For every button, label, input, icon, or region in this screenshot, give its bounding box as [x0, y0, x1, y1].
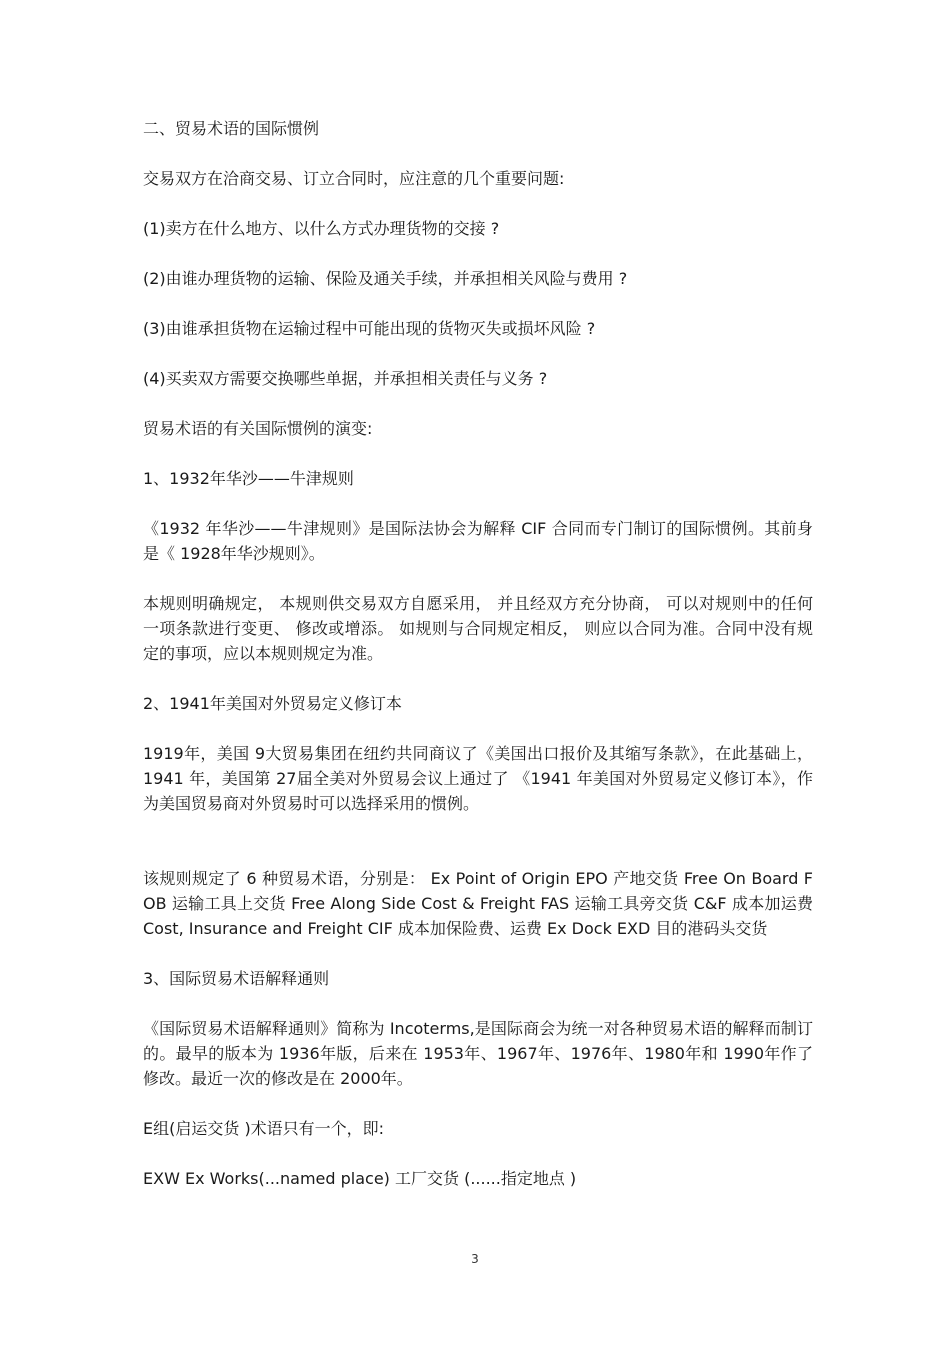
body-paragraph: 《国际贸易术语解释通则》简称为 Incoterms,是国际商会为统一对各种贸易术语的解释而制订的。最早的版本为 1936年版，后来在 1953年、1967年、1976年、1980年和 1990年作了修改。最近一次的修改是在 2000年。: [143, 1019, 813, 1088]
body-paragraph: EXW Ex Works(...named place) 工厂交货 (......指定地点 ): [143, 1169, 577, 1188]
document-body: [143, 116, 813, 1216]
subsection-heading: 1、1932年华沙——牛津规则: [143, 469, 354, 488]
question-item: (3)由谁承担货物在运输过程中可能出现的货物灭失或损坏风险 ?: [143, 319, 596, 338]
body-paragraph: 《1932 年华沙——牛津规则》是国际法协会为解释 CIF 合同而专门制订的国际惯例。其前身是《 1928年华沙规则》。: [143, 519, 813, 563]
section-heading: 二、贸易术语的国际惯例: [143, 119, 320, 138]
body-paragraph: 本规则明确规定， 本规则供交易双方自愿采用， 并且经双方充分协商， 可以对规则中的任何一项条款进行变更、 修改或增添。 如规则与合同规定相反， 则应以合同为准。合同中没有规定的事项，应以本规则规定为准。: [143, 594, 813, 663]
subsection-heading: 3、国际贸易术语解释通则: [143, 969, 330, 988]
subsection-heading: 2、1941年美国对外贸易定义修订本: [143, 694, 402, 713]
body-paragraph: 1919年，美国 9大贸易集团在纽约共同商议了《美国出口报价及其缩写条款》，在此基础上， 1941 年，美国第 27届全美对外贸易会议上通过了 《1941 年美国对外贸易定义修订本》，作为美国贸易商对外贸易时可以选择采用的惯例。: [143, 744, 813, 813]
question-item: (4)买卖双方需要交换哪些单据，并承担相关责任与义务 ?: [143, 369, 548, 388]
body-paragraph: 交易双方在洽商交易、订立合同时，应注意的几个重要问题:: [143, 169, 565, 188]
question-item: (1)卖方在什么地方、以什么方式办理货物的交接 ?: [143, 219, 500, 238]
body-paragraph: 该规则规定了 6 种贸易术语，分别是： Ex Point of Origin EPO 产地交货 Free On Board FOB 运输工具上交货 Free Along Side Cost & Freight FAS 运输工具旁交货 C&F 成本加运费 Cost, Insurance and Freight CIF 成本加保险费、运费 Ex Dock EXD 目的港码头交货: [143, 869, 813, 938]
body-paragraph: 贸易术语的有关国际惯例的演变:: [143, 419, 373, 438]
page-number: 3: [471, 1252, 479, 1266]
body-paragraph: E组(启运交货 )术语只有一个，即:: [143, 1119, 385, 1138]
question-item: (2)由谁办理货物的运输、保险及通关手续，并承担相关风险与费用 ?: [143, 269, 628, 288]
